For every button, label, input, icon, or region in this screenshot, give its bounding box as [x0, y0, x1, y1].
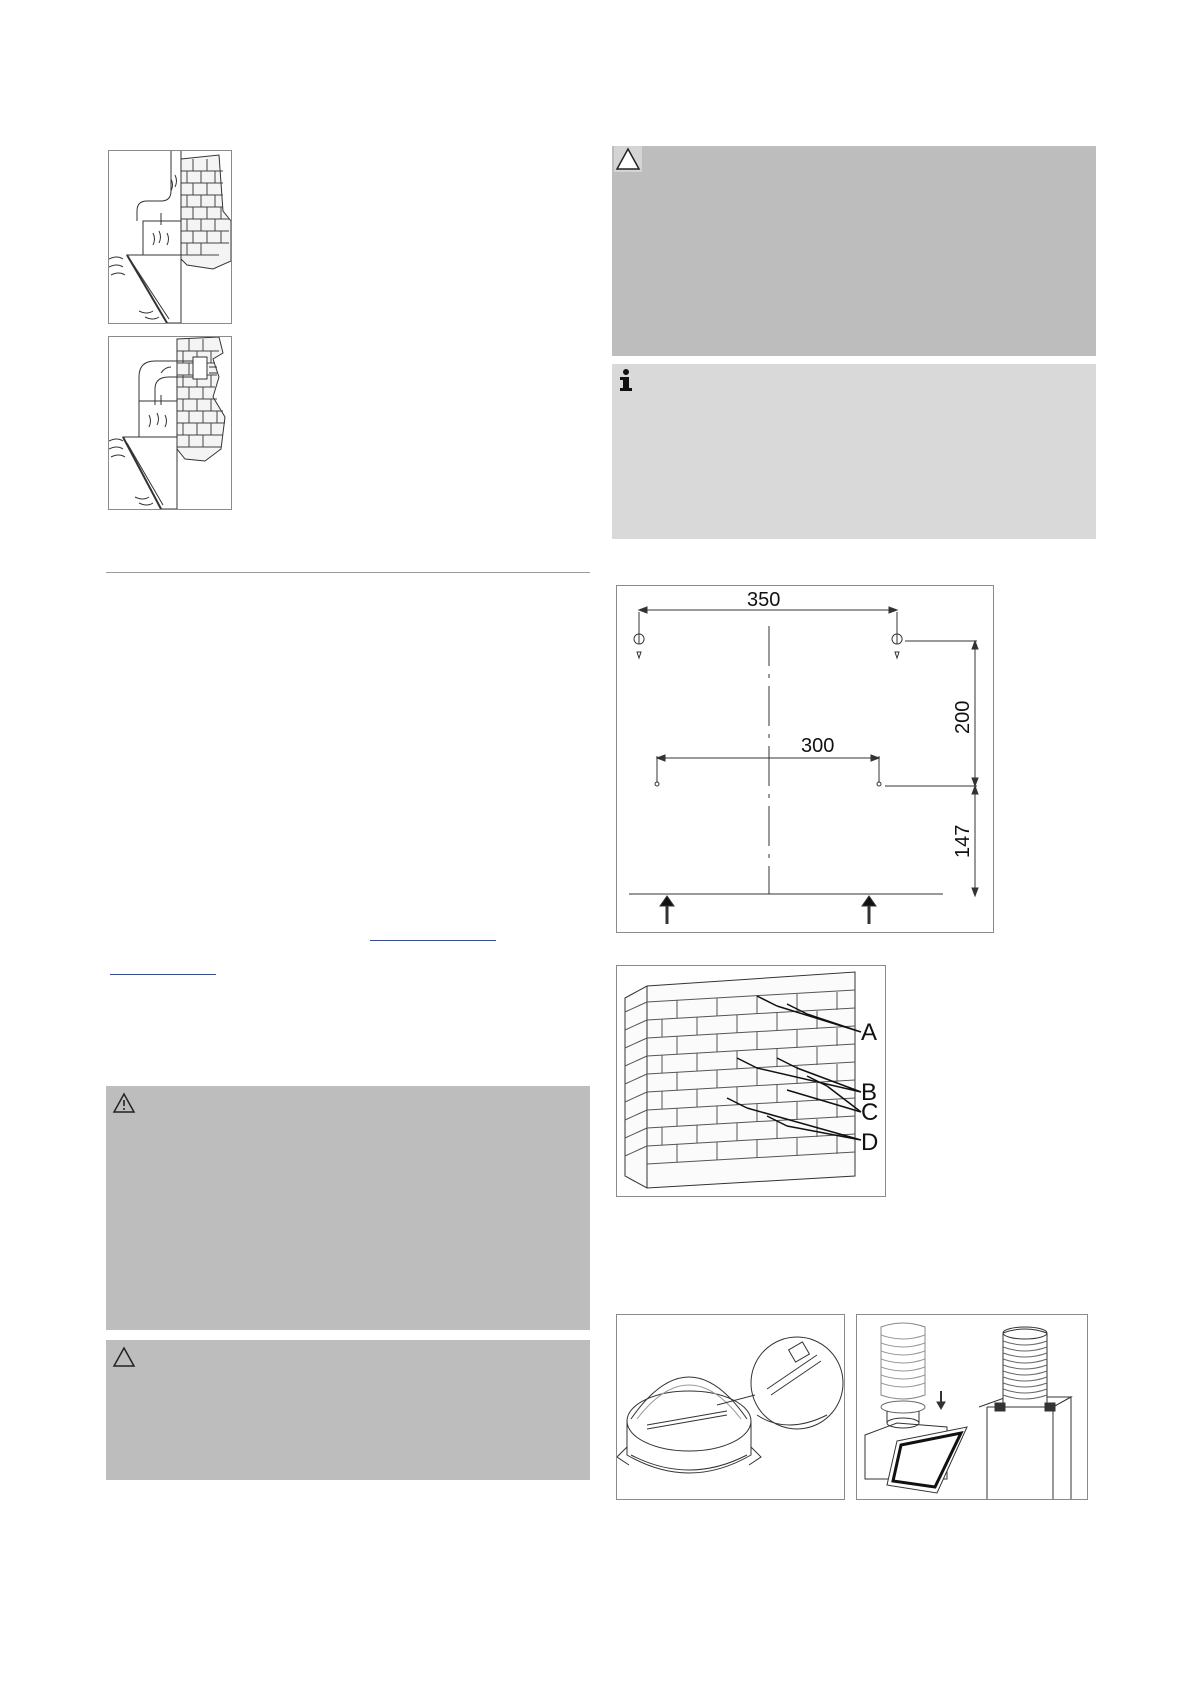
hyperlink-underline-2[interactable] — [110, 974, 216, 975]
caution-notice-right — [612, 146, 1096, 356]
warning-notice-left — [106, 1086, 590, 1330]
info-notice-right — [612, 364, 1096, 539]
screw-label-c: C — [861, 1099, 879, 1126]
info-icon — [616, 368, 636, 394]
duct-top-drawing — [109, 151, 231, 323]
screw-label-a: A — [861, 1019, 878, 1046]
screw-label-b: B — [861, 1079, 878, 1106]
duct-fitting-drawing — [857, 1315, 1087, 1499]
caution-triangle-icon — [112, 1346, 136, 1368]
mounting-template-figure — [616, 585, 994, 933]
duct-fitting-figure — [856, 1314, 1088, 1500]
mounting-template-drawing — [617, 586, 993, 932]
dimension-147: 147 — [952, 824, 974, 858]
non-return-valve-figure — [616, 1314, 845, 1500]
brick-wall-drawing — [617, 966, 885, 1196]
valve-drawing — [617, 1315, 844, 1499]
caution-triangle-icon-right — [614, 146, 642, 172]
dimension-200: 200 — [952, 700, 974, 734]
duct-illustration-top — [108, 150, 232, 324]
screw-label-d: D — [861, 1129, 879, 1156]
section-divider — [106, 572, 590, 573]
caution-notice-left — [106, 1340, 590, 1480]
warning-triangle-icon — [112, 1092, 136, 1114]
dimension-300: 300 — [801, 735, 835, 757]
duct-bottom-drawing — [109, 337, 231, 509]
duct-illustration-bottom — [108, 336, 232, 510]
wall-screws-figure — [616, 965, 886, 1197]
hyperlink-underline-1[interactable] — [370, 940, 496, 941]
dimension-350: 350 — [747, 589, 781, 611]
